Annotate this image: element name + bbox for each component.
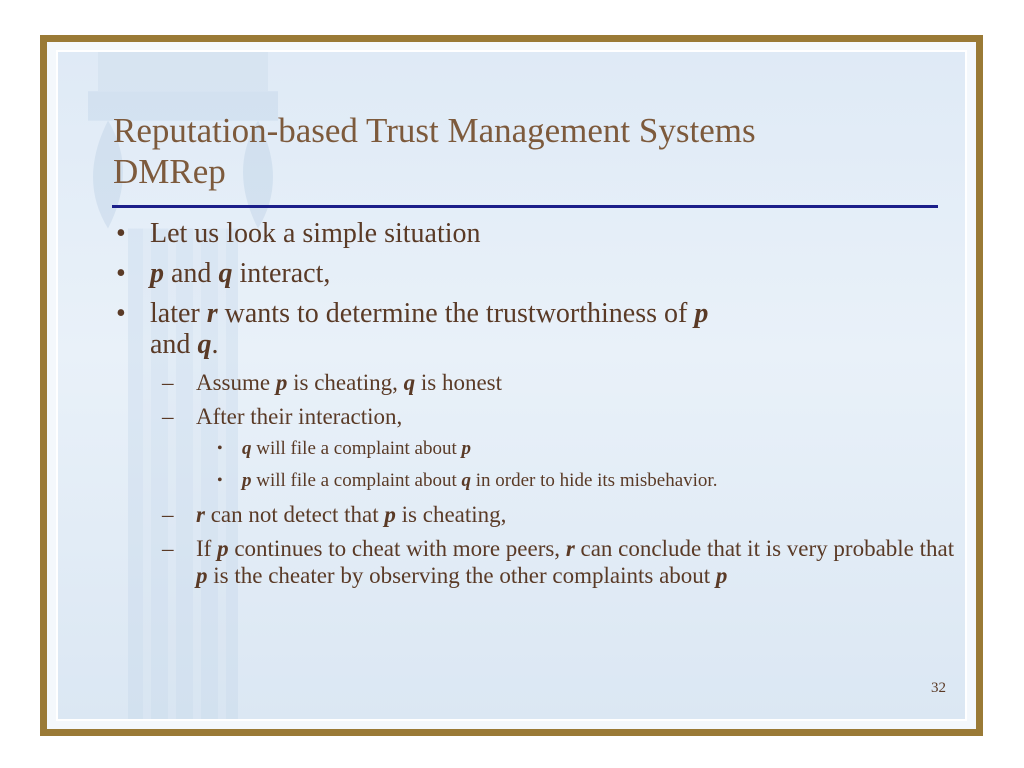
variable-p: p [275, 370, 288, 395]
variable-q: q [242, 438, 252, 459]
bullet-3 [110, 298, 955, 360]
bullet-2 [110, 258, 955, 289]
slide-title-line-2: DMRep [113, 152, 226, 191]
variable-r: r [565, 536, 575, 561]
sub-bullet-2 [110, 403, 955, 430]
bullet-text: Let us look a simple situation [150, 218, 481, 249]
variable-p: p [715, 563, 728, 588]
bullet-text: . [211, 329, 219, 360]
sub-bullet-text: After their interaction, [196, 404, 403, 429]
variable-r: r [206, 298, 218, 329]
variable-q: q [403, 370, 416, 395]
dash-marker: – [162, 404, 174, 429]
bullet-marker: • [217, 472, 223, 489]
variable-p: p [150, 258, 164, 289]
variable-p: p [217, 536, 229, 561]
bullet-text: interact, [232, 258, 331, 289]
bullet-marker: • [217, 440, 223, 457]
sub-bullet-text: If [196, 536, 218, 561]
slide-number: 32 [931, 680, 946, 696]
sub-bullet-text: is cheating, [287, 370, 404, 395]
sub-bullet-text: continues to cheat with more peers, [228, 536, 566, 561]
sub-sub-bullet-text: in order to hide its misbehavior. [471, 470, 718, 491]
bullet-1 [110, 218, 955, 249]
slide-background [56, 50, 967, 721]
slide-content [110, 218, 955, 596]
sub-sub-bullet-text: will file a complaint about [251, 438, 462, 459]
sub-bullet-4 [110, 535, 955, 589]
bullet-text: and [164, 258, 219, 289]
variable-p: p [196, 563, 208, 588]
variable-q: q [197, 329, 212, 360]
bullet-text: later [150, 298, 207, 329]
slide-title [113, 110, 953, 192]
slide-title-line-1: Reputation-based Trust Management Systems [113, 111, 756, 150]
variable-p: p [694, 298, 709, 329]
sub-bullet-1 [110, 369, 955, 396]
variable-p: p [461, 438, 472, 459]
sub-bullet-text: can conclude that it is very probable that [574, 536, 955, 561]
sub-sub-bullet-2 [110, 469, 955, 493]
sub-bullet-text: Assume [196, 370, 276, 395]
title-underline [112, 205, 938, 208]
sub-bullet-text: can not detect that [204, 502, 385, 527]
sub-bullet-3 [110, 501, 955, 528]
variable-p: p [384, 502, 396, 527]
variable-p: p [242, 470, 252, 491]
bullet-marker: • [116, 258, 126, 289]
dash-marker: – [162, 502, 174, 527]
dash-marker: – [162, 536, 174, 561]
dash-marker: – [162, 370, 174, 395]
variable-q: q [461, 470, 472, 491]
sub-bullet-text: is the cheater by observing the other complaints about [207, 563, 716, 588]
sub-sub-bullet-1 [110, 437, 955, 461]
sub-bullet-text: is cheating, [395, 502, 507, 527]
bullet-marker: • [116, 218, 126, 249]
bullet-text: and [150, 329, 198, 360]
sub-bullet-text: is honest [415, 370, 503, 395]
variable-r: r [196, 502, 205, 527]
bullet-text: wants to determine the trustworthiness of [217, 298, 695, 329]
bullet-marker: • [116, 298, 126, 329]
variable-q: q [218, 258, 233, 289]
sub-sub-bullet-text: will file a complaint about [251, 470, 462, 491]
slide-frame [40, 35, 983, 736]
